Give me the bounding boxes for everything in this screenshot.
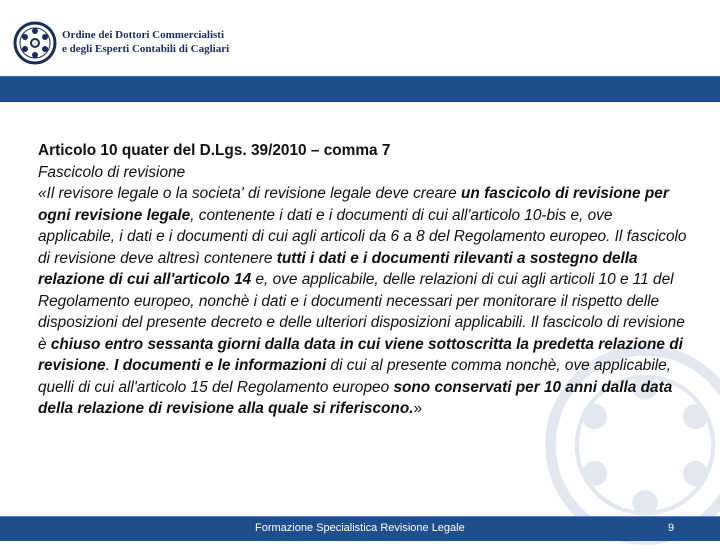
quote-bold-segment: un fascicolo di revisione per ogni revisione legale [38, 185, 669, 224]
quote-segment: » [414, 400, 423, 417]
header-band [0, 76, 720, 102]
organization-line-2: e degli Esperti Contabili di Cagliari [62, 42, 229, 56]
slide-header [0, 0, 720, 76]
quote-segment: «Il revisore legale o la societa' di revisione legale deve creare [38, 185, 461, 202]
odcec-logo-icon [12, 20, 58, 66]
article-text [38, 140, 688, 420]
slide-footer [0, 516, 720, 541]
quote-segment: . [106, 357, 115, 374]
quote-bold-segment: I documenti e le informazioni [114, 357, 326, 374]
article-heading: Articolo 10 quater del D.Lgs. 39/2010 – comma 7 [38, 140, 688, 162]
quote-bold-segment: tutti i dati e i documenti rilevanti a sostegno della relazione di cui all'articolo 14 [38, 250, 638, 289]
quote-segment: e, ove applicabile, delle relazioni di cui agli articoli 10 e 11 del Regolamento europeo, nonchè i dati e i documenti necessari per monitorare il rispetto delle disposizioni del presente decreto e delle ulteriori disposizioni applicabili. Il fascicolo di revisione è [38, 271, 685, 353]
quote-segment: , contenente i dati e i documenti di cui all'articolo 10-bis e, ove applicabile, i dati e i documenti di cui agli articoli da 6 a 8 del Regolamento europeo. Il fascicolo di revisione deve altresì contenere [38, 207, 687, 267]
organization-name [62, 28, 229, 56]
quote-bold-segment: sono conservati per 10 anni dalla data della relazione di revisione alla quale si riferiscono. [38, 379, 672, 418]
organization-line-1: Ordine dei Dottori Commercialisti [62, 28, 229, 42]
article-subheading: Fascicolo di revisione [38, 162, 688, 184]
page-number: 9 [668, 522, 674, 534]
article-quote [38, 183, 688, 420]
quote-bold-segment: chiuso entro sessanta giorni dalla data in cui viene sottoscritta la predetta relazione di revisione [38, 336, 683, 375]
footer-title: Formazione Specialistica Revisione Legale [255, 522, 465, 534]
quote-segment: di cui al presente comma nonchè, ove applicabile, quelli di cui all'articolo 15 del Regolamento europeo [38, 357, 671, 396]
